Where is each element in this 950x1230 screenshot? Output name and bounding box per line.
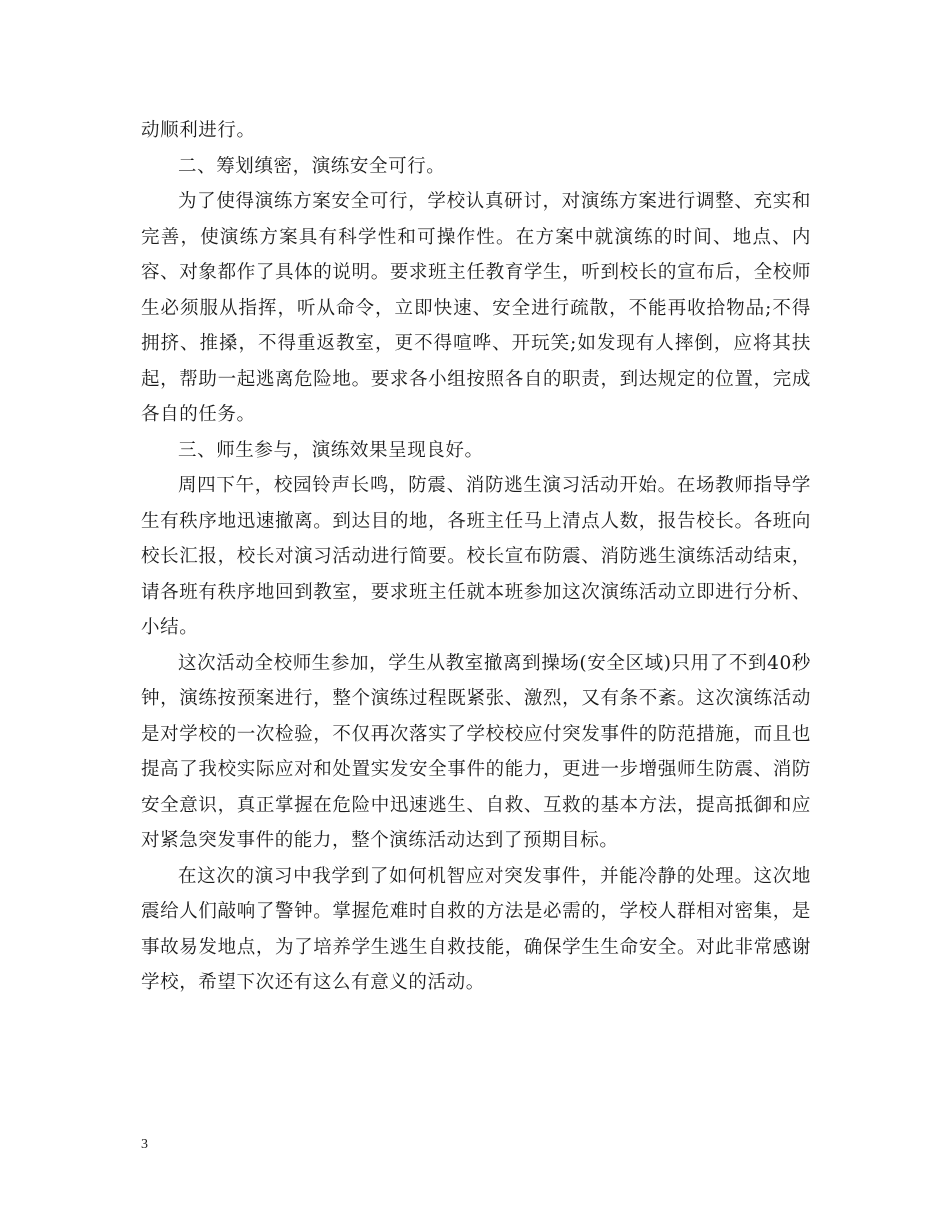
document-body [141,113,811,1001]
section-heading-3: 三、师生参与，演练效果呈现良好。 [178,439,484,461]
paragraph-drill-process: 周四下午，校园铃声长鸣，防震、消防逃生演习活动开始。在场教师指导学生有秩序地迅速撤离。到达目的地，各班主任马上清点人数，报告校长。各班向校长汇报，校长对演习活动进行简要。校长宣布防震、消防逃生演练活动结束，请各班有秩序地回到教室，要求班主任就本班参加这次演练活动立即进行分析、小结。 [141,475,811,638]
paragraph-drill-result: 这次活动全校师生参加，学生从教室撤离到操场(安全区域)只用了不到40秒钟，演练按预案进行，整个演练过程既紧张、激烈，又有条不紊。这次演练活动是对学校的一次检验，不仅再次落实了学校校应付突发事件的防范措施，而且也提高了我校实际应对和处置实发安全事件的能力，更进一步增强师生防震、消防安全意识，真正掌握在危险中迅速逃生、自救、互救的基本方法，提高抵御和应对紧急突发事件的能力，整个演练活动达到了预期目标。 [141,652,811,851]
paragraph-planning: 为了使得演练方案安全可行，学校认真研讨，对演练方案进行调整、充实和完善，使演练方案具有科学性和可操作性。在方案中就演练的时间、地点、内容、对象都作了具体的说明。要求班主任教育学生，听到校长的宣布后，全校师生必须服从指挥，听从命令，立即快速、安全进行疏散，不能再收拾物品;不得拥挤、推搡，不得重返教室，更不得喧哗、开玩笑;如发现有人摔倒，应将其扶起，帮助一起逃离危险地。要求各小组按照各自的职责，到达规定的位置，完成各自的任务。 [141,191,811,425]
section-heading-2: 二、筹划缜密，演练安全可行。 [178,155,446,177]
page-number: 3 [141,1137,148,1152]
paragraph-continuation: 动顺利进行。 [141,120,256,141]
paragraph-reflection: 在这次的演习中我学到了如何机智应对突发事件，并能冷静的处理。这次地震给人们敲响了警钟。掌握危难时自救的方法是必需的，学校人群相对密集，是事故易发地点，为了培养学生逃生自救技能，确保学生生命安全。对此非常感谢学校，希望下次还有这么有意义的活动。 [141,865,811,993]
